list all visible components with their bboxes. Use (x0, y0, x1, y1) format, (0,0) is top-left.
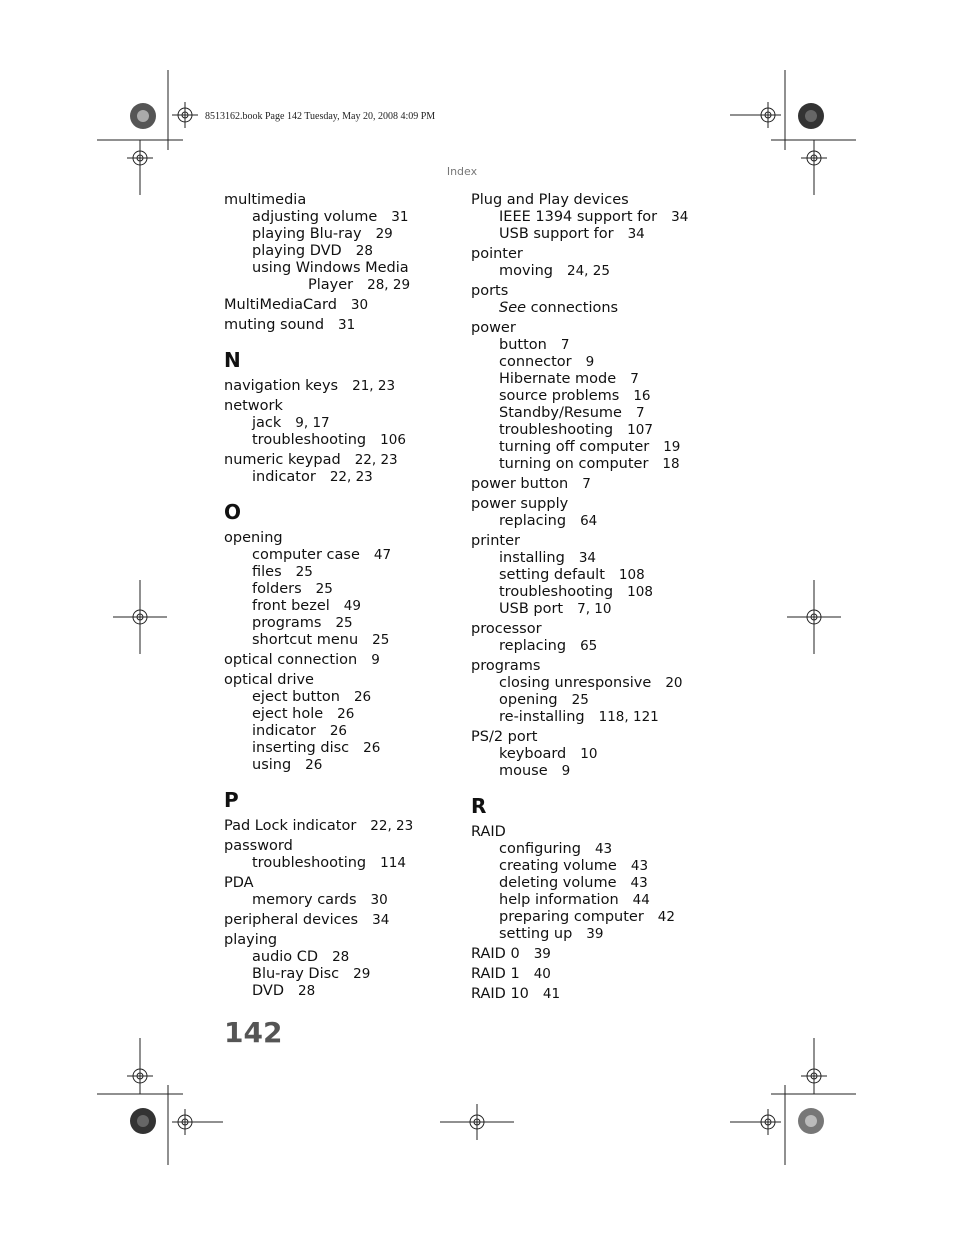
index-page-refs: 22, 23 (370, 818, 414, 834)
index-page-refs: 7 (582, 476, 591, 492)
index-subterm: Player (308, 277, 354, 293)
index-page-refs: 9 (561, 763, 571, 779)
index-subterm: files (252, 564, 282, 580)
index-page-refs: 7 (560, 337, 570, 353)
index-subterm: USB support for (499, 226, 614, 242)
index-entry (224, 932, 454, 949)
index-subentry (224, 226, 454, 243)
index-subterm: connector (499, 354, 572, 370)
index-subterm: opening (499, 692, 558, 708)
index-subterm: adjusting volume (252, 209, 378, 225)
index-subterm: using (252, 757, 292, 773)
index-page-refs: 108 (627, 584, 653, 600)
index-subterm: installing (499, 550, 565, 566)
index-term: RAID 0 (471, 946, 520, 962)
index-subentry (224, 564, 454, 581)
index-subterm: memory cards (252, 892, 357, 908)
index-subentry (224, 740, 454, 757)
index-page-refs: 30 (370, 892, 388, 908)
index-subterm: Standby/Resume (499, 405, 622, 421)
registration-target-icon (730, 102, 781, 128)
index-page-refs: 44 (632, 892, 650, 908)
index-page-refs: 28, 29 (367, 277, 411, 293)
index-subentry (471, 746, 731, 763)
index-subentry (471, 388, 731, 405)
index-subentry (471, 841, 731, 858)
index-term: optical connection (224, 652, 358, 668)
index-page-refs: 30 (350, 297, 369, 313)
index-page-refs: 18 (662, 456, 680, 472)
index-page-refs: 40 (533, 966, 551, 982)
index-page-refs: 39 (586, 926, 604, 942)
index-subentry (224, 966, 454, 983)
index-page-refs: 29 (353, 966, 371, 982)
index-entry (224, 192, 454, 209)
index-term: RAID 10 (471, 986, 529, 1002)
index-subterm: setting up (499, 926, 573, 942)
index-subentry (224, 632, 454, 649)
index-term: Pad Lock indicator (224, 818, 357, 834)
index-subterm: replacing (499, 513, 567, 529)
index-page-refs: 108 (618, 567, 645, 583)
index-subentry (471, 858, 731, 875)
index-subterm: source problems (499, 388, 620, 404)
index-subentry (224, 855, 454, 872)
index-subterm: troubleshooting (252, 855, 367, 871)
index-letter-heading: N (224, 348, 241, 372)
index-page-refs: 118, 121 (598, 709, 659, 725)
index-term: peripheral devices (224, 912, 359, 928)
index-subentry (224, 277, 454, 294)
index-subterm: deleting volume (499, 875, 617, 891)
index-subterm: keyboard (499, 746, 567, 762)
index-subentry (471, 584, 731, 601)
index-term: PS/2 port (471, 729, 538, 745)
index-subentry (471, 926, 731, 943)
index-entry (471, 824, 731, 841)
index-term: power (471, 320, 516, 336)
index-subentry (471, 354, 731, 371)
index-entry (471, 946, 731, 963)
index-entry (224, 818, 454, 835)
index-subentry (471, 371, 731, 388)
see-reference: See (499, 300, 527, 316)
index-subterm: troubleshooting (252, 432, 367, 448)
index-subentry (471, 675, 731, 692)
page-number: 142 (224, 1016, 283, 1049)
registration-target-icon (730, 1109, 781, 1135)
running-head: Index (446, 165, 478, 178)
index-page-refs: 34 (578, 550, 597, 566)
index-subterm: turning on computer (499, 456, 649, 472)
index-page-refs: 65 (580, 638, 598, 654)
index-page-refs: 106 (380, 432, 406, 448)
index-subentry (224, 415, 454, 432)
index-subentry (471, 456, 731, 473)
star-target-icon (798, 1108, 824, 1134)
index-entry (471, 320, 731, 337)
index-subentry (224, 757, 454, 774)
index-term: password (224, 838, 293, 854)
index-subentry (224, 983, 454, 1000)
index-entry (224, 875, 454, 892)
index-subterm: audio CD (252, 949, 319, 965)
index-page-refs: 31 (391, 209, 409, 225)
index-page-refs: 29 (375, 226, 393, 242)
index-page-refs: 9, 17 (295, 415, 330, 431)
index-subterm: playing DVD (252, 243, 342, 259)
index-subentry (224, 432, 454, 449)
index-subentry (471, 692, 731, 709)
index-subterm: Blu-ray Disc (252, 966, 340, 982)
index-subterm: using Windows Media (252, 260, 409, 276)
index-subterm: troubleshooting (499, 422, 614, 438)
index-subterm: Hibernate mode (499, 371, 617, 387)
index-term: navigation keys (224, 378, 339, 394)
index-term: playing (224, 932, 278, 948)
index-subentry (224, 547, 454, 564)
index-page-refs: 9 (371, 652, 380, 668)
index-page-refs: 20 (665, 675, 683, 691)
index-subentry (471, 550, 731, 567)
registration-target-icon (172, 1109, 223, 1135)
index-term: Plug and Play devices (471, 192, 629, 208)
index-subterm: computer case (252, 547, 360, 563)
index-entry (471, 729, 731, 746)
index-subterm: preparing computer (499, 909, 644, 925)
index-subterm: playing Blu-ray (252, 226, 362, 242)
index-subterm: folders (252, 581, 302, 597)
registration-target-icon (172, 102, 198, 128)
index-subentry (224, 892, 454, 909)
index-subentry (471, 567, 731, 584)
index-page-refs: 34 (627, 226, 645, 242)
index-page-refs: 7, 10 (577, 601, 612, 617)
index-subentry (224, 260, 454, 277)
index-page-refs: 10 (580, 746, 598, 762)
index-page-refs: 22, 23 (354, 452, 398, 468)
index-term: network (224, 398, 283, 414)
index-page-refs: 34 (372, 912, 390, 928)
index-page-refs: 26 (305, 757, 323, 773)
index-entry (224, 838, 454, 855)
index-term: printer (471, 533, 520, 549)
index-page-refs: 43 (594, 841, 613, 857)
index-subentry (471, 439, 731, 456)
index-entry (471, 966, 731, 983)
index-subterm: setting default (499, 567, 605, 583)
index-column-left (224, 192, 454, 1000)
index-subentry (471, 300, 731, 317)
index-term: MultiMediaCard (224, 297, 337, 313)
index-subterm: USB port (499, 601, 564, 617)
index-subterm: help information (499, 892, 619, 908)
index-subentry (471, 909, 731, 926)
index-subterm: IEEE 1394 support for (499, 209, 658, 225)
index-subentry (224, 949, 454, 966)
index-subentry (471, 209, 731, 226)
index-term: programs (471, 658, 541, 674)
index-subterm: mouse (499, 763, 548, 779)
index-entry (224, 672, 454, 689)
index-page-refs: 25 (372, 632, 390, 648)
star-target-icon (130, 103, 156, 129)
registration-target-icon (440, 1104, 514, 1140)
index-entry (471, 476, 731, 493)
index-page-refs: 25 (571, 692, 589, 708)
index-entry (471, 533, 731, 550)
index-subterm: inserting disc (252, 740, 350, 756)
registration-target-icon (787, 580, 841, 654)
index-page-refs: 43 (630, 875, 648, 891)
index-subentry (224, 581, 454, 598)
index-subentry (471, 422, 731, 439)
index-page-refs: 24, 25 (567, 263, 610, 279)
index-term: optical drive (224, 672, 314, 688)
print-slug: 8513162.book Page 142 Tuesday, May 20, 2008 4:09 PM (205, 111, 436, 122)
index-subentry (224, 209, 454, 226)
index-subentry (471, 892, 731, 909)
index-page-refs: 26 (337, 706, 355, 722)
index-subentry (471, 763, 731, 780)
index-subentry (224, 615, 454, 632)
index-subterm: creating volume (499, 858, 617, 874)
star-target-icon (798, 103, 824, 129)
index-page-refs: 22, 23 (329, 469, 373, 485)
index-subterm: button (499, 337, 547, 353)
index-subterm: DVD (252, 983, 284, 999)
index-term: processor (471, 621, 542, 637)
index-entry (224, 452, 454, 469)
index-subentry (471, 226, 731, 243)
index-subterm: connections (530, 300, 619, 316)
index-page-refs: 28 (332, 949, 350, 965)
index-term: power supply (471, 496, 569, 512)
index-page-refs: 31 (338, 317, 356, 333)
index-letter-heading: P (224, 788, 239, 812)
index-subentry (224, 706, 454, 723)
index-subterm: programs (252, 615, 322, 631)
index-entry (224, 652, 454, 669)
index-subentry (471, 405, 731, 422)
index-page-refs: 49 (343, 598, 361, 614)
index-entry (471, 283, 731, 300)
index-subterm: closing unresponsive (499, 675, 652, 691)
index-page-refs: 39 (533, 946, 551, 962)
index-term: multimedia (224, 192, 307, 208)
index-entry (224, 912, 454, 929)
index-entry (471, 496, 731, 513)
index-page-refs: 25 (315, 581, 333, 597)
index-term: numeric keypad (224, 452, 341, 468)
index-term: RAID (471, 824, 506, 840)
index-term: pointer (471, 246, 523, 262)
index-subentry (471, 601, 731, 618)
index-subterm: troubleshooting (499, 584, 614, 600)
index-page-refs: 26 (353, 689, 372, 705)
index-page-refs: 26 (329, 723, 348, 739)
index-page-refs: 9 (585, 354, 595, 370)
index-subterm: configuring (499, 841, 581, 857)
index-subterm: jack (252, 415, 282, 431)
index-subterm: turning off computer (499, 439, 650, 455)
index-term: opening (224, 530, 283, 546)
index-page-refs: 107 (627, 422, 653, 438)
index-entry (471, 621, 731, 638)
index-subentry (471, 337, 731, 354)
index-page-refs: 43 (630, 858, 649, 874)
index-subentry (471, 513, 731, 530)
index-term: PDA (224, 875, 254, 891)
index-page-refs: 7 (635, 405, 645, 421)
index-term: ports (471, 283, 509, 299)
index-subentry (224, 243, 454, 260)
index-entry (224, 530, 454, 547)
index-subterm: re-installing (499, 709, 585, 725)
index-subentry (471, 638, 731, 655)
index-page-refs: 64 (580, 513, 598, 529)
index-entry (471, 246, 731, 263)
index-page-refs: 42 (657, 909, 675, 925)
index-page-refs: 25 (335, 615, 353, 631)
index-term: power button (471, 476, 569, 492)
index-page-refs: 25 (295, 564, 313, 580)
index-subentry (471, 709, 731, 726)
star-target-icon (130, 1108, 156, 1134)
index-subentry (224, 723, 454, 740)
index-subterm: indicator (252, 469, 316, 485)
index-entry (471, 192, 731, 209)
index-subentry (224, 598, 454, 615)
index-entry (224, 317, 454, 334)
index-subterm: eject hole (252, 706, 324, 722)
index-subentry (471, 875, 731, 892)
index-column-right (471, 192, 731, 1003)
index-subentry (224, 469, 454, 486)
index-page-refs: 19 (663, 439, 681, 455)
index-page-refs: 7 (630, 371, 639, 387)
index-subterm: shortcut menu (252, 632, 359, 648)
index-entry (224, 378, 454, 395)
index-page-refs: 28 (298, 983, 316, 999)
index-page-refs: 41 (542, 986, 561, 1002)
index-page-refs: 34 (671, 209, 689, 225)
index-page-refs: 21, 23 (352, 378, 396, 394)
index-subterm: moving (499, 263, 553, 279)
index-subentry (471, 263, 731, 280)
index-page-refs: 16 (633, 388, 651, 404)
index-page-refs: 47 (373, 547, 392, 563)
index-entry (224, 398, 454, 415)
index-subterm: front bezel (252, 598, 330, 614)
index-term: RAID 1 (471, 966, 520, 982)
index-term: muting sound (224, 317, 325, 333)
index-subterm: replacing (499, 638, 567, 654)
registration-target-icon (113, 580, 167, 654)
index-page-refs: 114 (380, 855, 406, 871)
index-subentry (224, 689, 454, 706)
index-subterm: indicator (252, 723, 316, 739)
index-subterm: eject button (252, 689, 340, 705)
index-page-refs: 26 (363, 740, 381, 756)
index-entry (471, 986, 731, 1003)
index-entry (224, 297, 454, 314)
index-letter-heading: R (471, 794, 487, 818)
index-entry (471, 658, 731, 675)
index-page-refs: 28 (355, 243, 373, 259)
index-letter-heading: O (224, 500, 242, 524)
